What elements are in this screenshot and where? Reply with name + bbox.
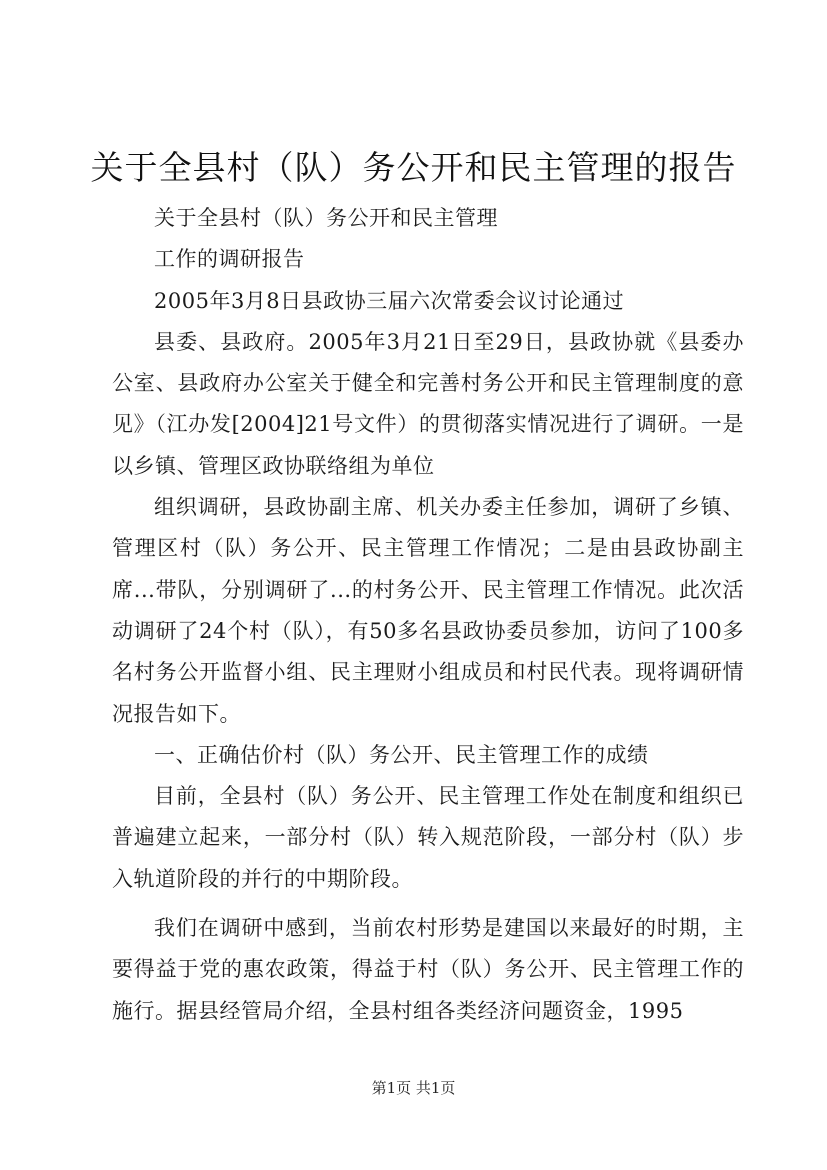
paragraph-findings: 我们在调研中感到，当前农村形势是建国以来最好的时期，主要得益于党的惠农政策，得益于村（队）务公开、民主管理工作的施行。据县经管局介绍，全县村组各类经济问题资金，1995	[112, 916, 744, 1023]
paragraph-method: 组织调研，县政协副主席、机关办委主任参加，调研了乡镇、管理区村（队）务公开、民主管理工作情况；二是由县政协副主席...带队，分别调研了...的村务公开、民主管理工作情况。此次活动调研了24个村（队），有50多名县政协委员参加，访问了100多名村务公开监督小组、民主理财小组成员和村民代表。现将调研情况报告如下。	[112, 495, 744, 726]
approval-note: 2005年3月8日县政协三届六次常委会议讨论通过	[154, 288, 625, 313]
document-title: 关于全县村（队）务公开和民主管理的报告	[90, 148, 737, 187]
section-heading-1: 一、正确估价村（队）务公开、民主管理工作的成绩	[154, 742, 649, 767]
subtitle-line-2: 工作的调研报告	[154, 247, 305, 272]
paragraph-intro: 县委、县政府。2005年3月21日至29日，县政协就《县委办公室、县政府办公室关于健全和完善村务公开和民主管理制度的意见》（江办发[2004]21号文件）的贯彻落实情况进行了调研。一是以乡镇、管理区政协联络组为单位	[112, 329, 744, 478]
paragraph-status: 目前，全县村（队）务公开、民主管理工作处在制度和组织已普遍建立起来，一部分村（队）转入规范阶段，一部分村（队）步入轨道阶段的并行的中期阶段。	[112, 784, 744, 891]
subtitle-line-1: 关于全县村（队）务公开和民主管理	[154, 206, 498, 230]
page-footer: 第1页 共1页	[371, 1079, 456, 1097]
document-body	[112, 198, 744, 1032]
